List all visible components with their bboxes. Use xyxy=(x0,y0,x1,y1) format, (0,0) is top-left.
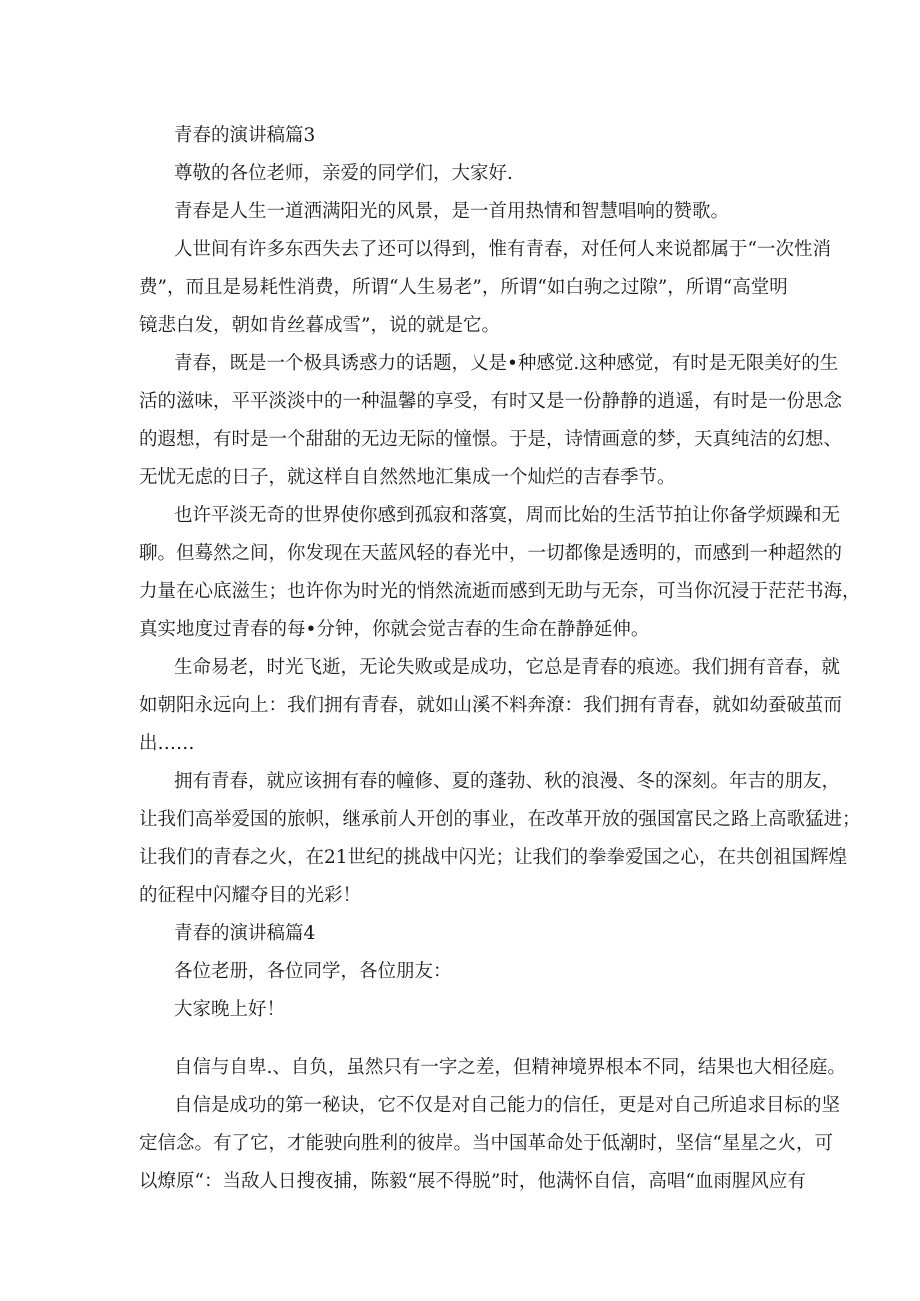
salutation-3 xyxy=(174,155,794,193)
text-line: 的遐想，有时是一个甜甜的无边无际的憧憬。于是，诗情画意的梦，天真纯洁的幻想、 xyxy=(139,429,843,450)
section-heading-4 xyxy=(174,915,794,953)
text-line: 出…… xyxy=(139,733,195,754)
text-line: 各位老册，各位同学，各位朋友： xyxy=(174,961,452,982)
text-line: 尊敬的各位老师，亲爱的同学们，大家好. xyxy=(174,163,513,184)
paragraph-confidence-secret xyxy=(139,1087,841,1201)
text-line: 让我们的青春之火，在21世纪的挑战中闪光；让我们的拳拳爱国之心，在共创祖国辉煌 xyxy=(139,847,848,868)
text-line: 镜悲白发，朝如肯丝暮成雪”，说的就是它。 xyxy=(139,315,500,336)
text-line: 大家晚上好！ xyxy=(174,999,286,1020)
section-heading-3 xyxy=(174,117,794,155)
paragraph-owning-youth xyxy=(139,763,861,915)
evening-greeting xyxy=(174,991,794,1029)
text-line: 自信是成功的第一秘诀，它不仅是对自己能力的信任，更是对自己所追求目标的坚 xyxy=(174,1095,841,1116)
text-line: 人世间有许多东西失去了还可以得到，惟有青春，对任何人来说都属于“一次性消 xyxy=(174,239,831,260)
text-line: 以燎原“：当敌人日搜夜捕，陈毅“展不得脱”时，他满怀自信，高唱“血雨腥风应有 xyxy=(139,1171,806,1192)
text-line: 青春的演讲稿篇4 xyxy=(174,923,316,944)
text-line: 青春，既是一个极具诱惑力的话题，乂是•种感觉.这种感觉，有时是无限美好的生 xyxy=(174,353,839,374)
text-line: 真实地度过青春的每•分钟，你就会觉吉春的生命在静静延伸。 xyxy=(139,619,650,640)
text-line: 活的滋味，平平淡淡中的一种温馨的享受，有时又是一份静静的逍遥，有时是一份思念 xyxy=(139,391,843,412)
text-line: 无忧无虑的日子，就这样自自然然地汇集成一个灿烂的吉春季节。 xyxy=(139,467,676,488)
text-line: 也许平淡无奇的世界使你感到孤寂和落寞，周而比始的生活节拍让你备学烦躁和无 xyxy=(174,505,841,526)
text-line: 聊。但蓦然之间，你发现在天蓝风轻的春光中，一切都像是透明的，而感到一种超然的 xyxy=(139,543,843,564)
text-line: 生命易老，时光飞逝，无论失败或是成功，它总是青春的痕迹。我们拥有音春，就 xyxy=(174,657,841,678)
text-line: 的征程中闪耀夺目的光彩！ xyxy=(139,885,362,906)
paragraph-youth-once xyxy=(139,231,831,345)
text-line: 自信与自卑.、自负，虽然只有一字之差，但精神境界根本不同，结果也大相径庭。 xyxy=(174,1057,846,1078)
text-line: 如朝阳永远向上：我们拥有青春，就如山溪不料奔潦：我们拥有青春，就如幼蚕破茧而 xyxy=(139,695,843,716)
text-line: 费”，而且是易耗性消费，所谓“人生易老”，所谓“如白驹之过隙”，所谓“高堂明 xyxy=(139,277,788,298)
paragraph-confidence-compare xyxy=(174,1049,846,1087)
intro-paragraph xyxy=(174,193,794,231)
paragraph-youth-feeling xyxy=(139,345,843,497)
text-line: 青春是人生一道洒满阳光的风景，是一首用热情和智慧唱响的赞歌。 xyxy=(174,201,730,222)
text-line: 定信念。有了它，才能驶向胜利的彼岸。当中国革命处于低潮时，坚信“星星之火，可 xyxy=(139,1133,833,1154)
paragraph-life-easily-ages xyxy=(139,649,843,763)
salutation-4 xyxy=(174,953,794,991)
text-line: 青春的演讲稿篇3 xyxy=(174,125,316,146)
paragraph-plain-world xyxy=(139,497,861,649)
text-line: 拥有青春，就应该拥有春的幢修、夏的蓬勃、秋的浪漫、冬的深刻。年吉的朋友， xyxy=(174,771,841,792)
text-line: 让我们高举爱国的旅帜，继承前人开创的事业，在改革开放的强国富民之路上高歌猛进； xyxy=(139,809,861,830)
text-line: 力量在心底滋生；也许你为时光的悄然流逝而感到无助与无奈，可当你沉浸于茫茫书海， xyxy=(139,581,861,602)
